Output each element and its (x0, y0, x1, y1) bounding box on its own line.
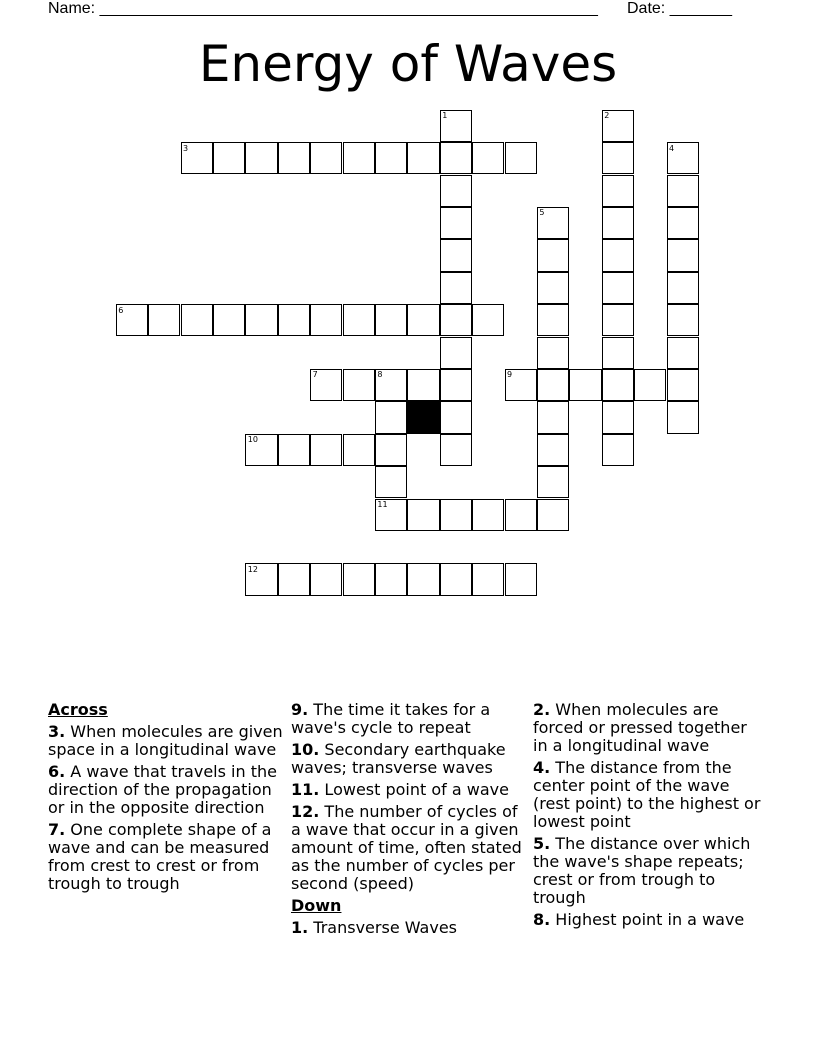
clue-text: When molecules are forced or pressed together in a longitudinal wave (533, 700, 747, 755)
clue-number: 11. (291, 780, 320, 799)
down-clue (533, 759, 763, 831)
crossword-cell[interactable] (375, 563, 407, 595)
crossword-cell[interactable] (667, 337, 699, 369)
crossword-cell[interactable] (602, 175, 634, 207)
clue-text: Transverse Waves (308, 918, 457, 937)
crossword-cell[interactable] (343, 434, 375, 466)
crossword-cell[interactable] (407, 369, 439, 401)
across-clue (291, 701, 527, 737)
crossword-cell[interactable] (667, 207, 699, 239)
crossword-cell[interactable] (537, 466, 569, 498)
crossword-cell[interactable] (667, 239, 699, 271)
crossword-cell[interactable] (634, 369, 666, 401)
clue-number-2: 2 (604, 111, 610, 121)
crossword-cell[interactable] (569, 369, 601, 401)
across-heading: Across (48, 700, 108, 719)
across-clue-list (48, 723, 286, 893)
crossword-cell[interactable] (537, 239, 569, 271)
crossword-cell[interactable] (375, 142, 407, 174)
crossword-cell[interactable] (278, 142, 310, 174)
clue-number: 9. (291, 700, 309, 719)
crossword-cell[interactable] (278, 434, 310, 466)
crossword-cell[interactable] (667, 401, 699, 433)
crossword-cell[interactable] (375, 466, 407, 498)
crossword-cell[interactable] (440, 207, 472, 239)
clue-number-1: 1 (442, 111, 448, 121)
crossword-cell[interactable] (537, 434, 569, 466)
clue-text: The time it takes for a wave's cycle to repeat (291, 700, 491, 737)
across-clue-list-continued (291, 701, 527, 893)
crossword-cell[interactable] (440, 563, 472, 595)
crossword-cell[interactable] (537, 337, 569, 369)
clue-text: Highest point in a wave (550, 910, 745, 929)
clue-number: 12. (291, 802, 320, 821)
clue-number-5: 5 (539, 208, 545, 218)
down-clue (533, 911, 763, 929)
crossword-cell[interactable] (407, 304, 439, 336)
crossword-cell[interactable] (407, 142, 439, 174)
down-clue-list (291, 919, 527, 937)
clue-number-4: 4 (669, 143, 675, 153)
across-clue (291, 741, 527, 777)
clues-column-3 (533, 701, 763, 933)
crossword-cell[interactable] (278, 304, 310, 336)
down-clue (291, 919, 527, 937)
crossword-cell[interactable] (537, 401, 569, 433)
crossword-cell[interactable] (245, 304, 277, 336)
crossword-cell[interactable] (440, 369, 472, 401)
crossword-cell[interactable] (440, 239, 472, 271)
clue-text: When molecules are given space in a longitudinal wave (48, 722, 283, 759)
clue-number-9: 9 (507, 370, 513, 380)
across-clue (48, 723, 286, 759)
clue-number: 1. (291, 918, 309, 937)
clue-number-6: 6 (118, 305, 124, 315)
crossword-cell[interactable] (667, 175, 699, 207)
across-clue (291, 803, 527, 893)
crossword-cell[interactable] (505, 142, 537, 174)
clue-text: The number of cycles of a wave that occur in a given amount of time, often stated as the number of cycles per second (speed) (291, 802, 522, 893)
down-clue-list-continued (533, 701, 763, 929)
page-title: Energy of Waves (198, 35, 618, 93)
clue-number: 3. (48, 722, 66, 741)
name-field-label: Name: ________________________________________________________ (48, 0, 598, 17)
clue-text: The distance over which the wave's shape repeats; crest or from trough to trough (533, 834, 751, 907)
clue-number: 2. (533, 700, 551, 719)
crossword-cell[interactable] (310, 142, 342, 174)
crossword-cell[interactable] (278, 563, 310, 595)
black-square (407, 401, 439, 433)
crossword-cell[interactable] (440, 337, 472, 369)
across-clue (48, 821, 286, 893)
clue-number-11: 11 (377, 500, 388, 509)
date-field-label: Date: _______ (627, 0, 732, 17)
crossword-cell[interactable] (148, 304, 180, 336)
crossword-cell[interactable] (440, 401, 472, 433)
crossword-cell[interactable] (343, 369, 375, 401)
clue-text: Lowest point of a wave (319, 780, 509, 799)
crossword-cell[interactable] (472, 563, 504, 595)
crossword-cell[interactable] (537, 499, 569, 531)
clue-number: 8. (533, 910, 551, 929)
crossword-cell[interactable] (407, 499, 439, 531)
clue-number-12: 12 (247, 564, 258, 574)
clue-number-8: 8 (377, 370, 383, 380)
crossword-cell[interactable] (602, 401, 634, 433)
clue-number: 7. (48, 820, 66, 839)
crossword-cell[interactable] (667, 272, 699, 304)
clue-text: One complete shape of a wave and can be measured from crest to crest or from trough to trough (48, 820, 272, 893)
across-clue (48, 763, 286, 817)
crossword-cell[interactable] (472, 499, 504, 531)
crossword-cell[interactable] (407, 563, 439, 595)
down-heading: Down (291, 896, 342, 915)
crossword-cell[interactable] (213, 142, 245, 174)
crossword-cell[interactable] (602, 304, 634, 336)
clue-number-10: 10 (247, 435, 258, 445)
crossword-cell[interactable] (440, 499, 472, 531)
crossword-cell[interactable] (537, 369, 569, 401)
crossword-cell[interactable] (310, 304, 342, 336)
clue-text: The distance from the center point of the wave (rest point) to the highest or lowest point (533, 758, 761, 831)
crossword-cell[interactable] (181, 304, 213, 336)
crossword-cell[interactable] (667, 369, 699, 401)
crossword-cell[interactable] (602, 142, 634, 174)
crossword-cell[interactable] (343, 563, 375, 595)
crossword-cell[interactable] (343, 142, 375, 174)
crossword-cell[interactable] (667, 304, 699, 336)
clue-number: 4. (533, 758, 551, 777)
crossword-cell[interactable] (440, 175, 472, 207)
crossword-cell[interactable] (505, 563, 537, 595)
crossword-cell[interactable] (343, 304, 375, 336)
crossword-cell[interactable] (440, 434, 472, 466)
clue-number: 6. (48, 762, 66, 781)
crossword-cell[interactable] (602, 207, 634, 239)
crossword-cell[interactable] (440, 304, 472, 336)
clue-number: 10. (291, 740, 320, 759)
crossword-cell[interactable] (602, 272, 634, 304)
crossword-cell[interactable] (440, 142, 472, 174)
clue-number: 5. (533, 834, 551, 853)
clue-text: Secondary earthquake waves; transverse waves (291, 740, 506, 777)
crossword-cell[interactable] (472, 304, 504, 336)
clue-number-3: 3 (183, 143, 189, 153)
crossword-cell[interactable] (537, 272, 569, 304)
clues-column-2 (291, 701, 527, 941)
crossword-cell[interactable] (472, 142, 504, 174)
crossword-cell[interactable] (375, 401, 407, 433)
crossword-cell[interactable] (375, 304, 407, 336)
crossword-cell[interactable] (505, 499, 537, 531)
crossword-cell[interactable] (602, 434, 634, 466)
clues-column-1 (48, 701, 286, 897)
crossword-cell[interactable] (310, 434, 342, 466)
clue-number-7: 7 (312, 370, 318, 380)
crossword-cell[interactable] (602, 337, 634, 369)
crossword-cell[interactable] (310, 563, 342, 595)
crossword-cell[interactable] (537, 304, 569, 336)
crossword-cell[interactable] (602, 369, 634, 401)
crossword-cell[interactable] (245, 142, 277, 174)
crossword-cell[interactable] (440, 272, 472, 304)
down-clue (533, 835, 763, 907)
down-clue (533, 701, 763, 755)
clue-text: A wave that travels in the direction of the propagation or in the opposite direction (48, 762, 277, 817)
crossword-cell[interactable] (213, 304, 245, 336)
across-clue (291, 781, 527, 799)
crossword-cell[interactable] (375, 434, 407, 466)
crossword-cell[interactable] (602, 239, 634, 271)
